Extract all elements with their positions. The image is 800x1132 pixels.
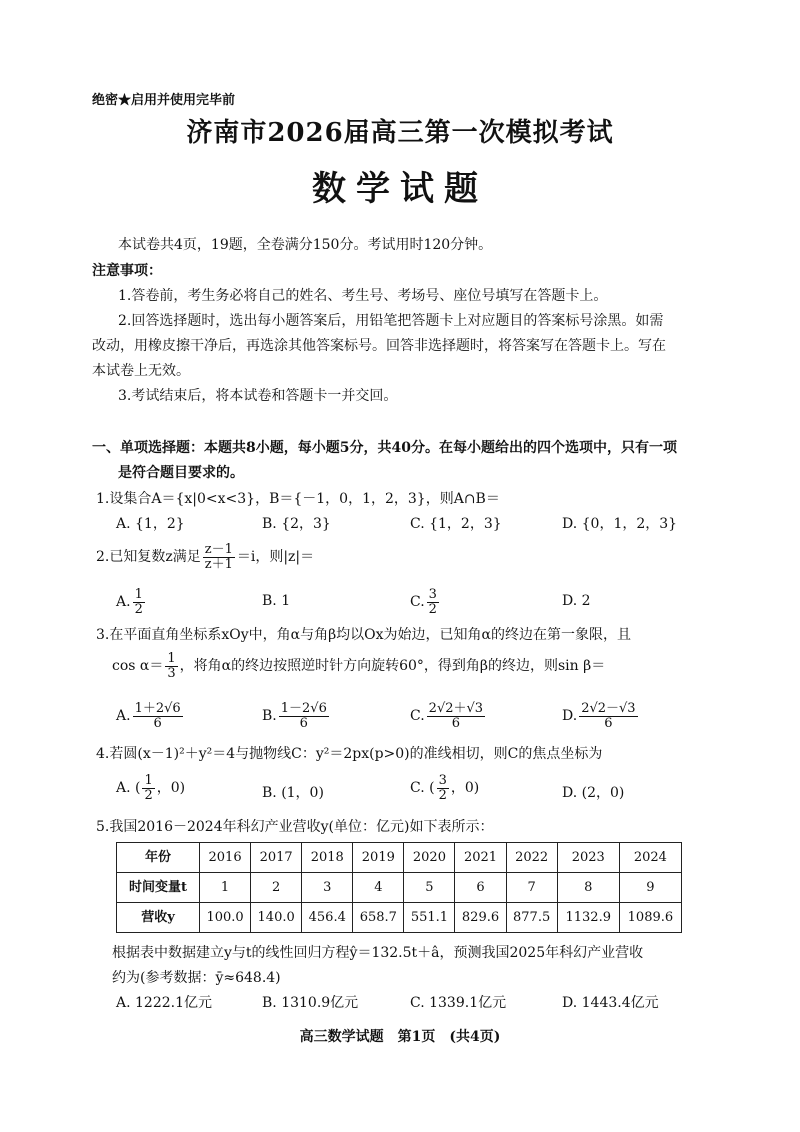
table-cell: 2021: [455, 843, 506, 873]
q4-a-tail: ，0): [156, 780, 186, 797]
q4-c-tail: ，0): [450, 780, 480, 797]
q4-c-fraction: [437, 774, 449, 802]
q2-c-fraction: [427, 588, 439, 616]
table-cell: 9: [619, 873, 681, 903]
table-cell: 1: [200, 873, 251, 903]
q3-d-fraction: [579, 702, 637, 730]
table-cell: 1089.6: [619, 903, 681, 933]
exam-subtitle: 数学试题: [312, 169, 488, 209]
q3-b-den: 6: [299, 715, 308, 731]
q5-option-b: B. 1310.9亿元: [262, 995, 359, 1011]
table-cell: 551.1: [404, 903, 455, 933]
q2-stem-post: ＝i，则|z|＝: [236, 549, 315, 566]
q3-cos-pre: cos α＝: [112, 658, 164, 675]
table-cell: 877.5: [506, 903, 557, 933]
table-cell: 2020: [404, 843, 455, 873]
q3-option-c: [410, 702, 487, 730]
q5-option-d: D. 1443.4亿元: [562, 995, 659, 1011]
q3-option-b: [262, 702, 331, 730]
q1-option-c: C. {1，2，3}: [410, 516, 502, 532]
q3-a-fraction: [133, 702, 183, 730]
q4-a-num: 1: [144, 773, 153, 788]
q2-c-num: 3: [428, 587, 437, 602]
q4-a-den: 2: [144, 787, 153, 803]
q4-a-label: A. (: [116, 780, 141, 797]
page-footer: 高三数学试题 第1页 (共4页): [299, 1029, 501, 1045]
q2-frac-den: z＋1: [204, 556, 233, 572]
secret-notice: 绝密★启用并使用完毕前: [92, 93, 236, 108]
table-cell: 3: [302, 873, 353, 903]
table-cell: 1132.9: [557, 903, 619, 933]
q4-option-d: D. (2，0): [562, 785, 625, 801]
q4-c-den: 2: [438, 787, 447, 803]
q3-b-label: B.: [262, 708, 277, 725]
exam-title: 济南市2026届高三第一次模拟考试: [186, 118, 614, 148]
q2-option-a: [116, 588, 147, 616]
q5-option-a: A. 1222.1亿元: [116, 995, 212, 1011]
q3-c-label: C.: [410, 708, 425, 725]
q3-cos-fraction: [165, 652, 177, 680]
q2-c-label: C.: [410, 594, 425, 611]
q3-c-num: 2√2＋√3: [428, 701, 484, 716]
table-cell: 2022: [506, 843, 557, 873]
note-1: 1.答卷前，考生务必将自己的姓名、考生号、考场号、座位号填写在答题卡上。: [118, 288, 608, 304]
q3-stem-line-2: [112, 652, 605, 680]
table-row-year: [117, 843, 682, 873]
intro-text: 本试卷共4页，19题，全卷满分150分。考试用时120分钟。: [118, 237, 493, 253]
q3-c-den: 6: [451, 715, 460, 731]
q3-b-num: 1－2√6: [280, 701, 327, 716]
q4-option-a: [116, 774, 185, 802]
table-cell: 2: [251, 873, 302, 903]
section-1-heading-cont: 是符合题目要求的。: [118, 465, 244, 481]
q3-b-fraction: [279, 702, 329, 730]
q3-cos-num: 1: [167, 651, 176, 666]
q3-a-label: A.: [116, 708, 131, 725]
q3-cos-den: 3: [167, 665, 176, 681]
q3-d-num: 2√2－√3: [581, 701, 636, 716]
table-cell: 658.7: [353, 903, 404, 933]
table-cell: 456.4: [302, 903, 353, 933]
q3-option-d: [562, 702, 640, 730]
q2-a-num: 1: [134, 587, 143, 602]
table-cell: 140.0: [251, 903, 302, 933]
q4-c-num: 3: [438, 773, 447, 788]
q1-option-b: B. {2，3}: [262, 516, 331, 532]
notes-heading: 注意事项：: [92, 263, 162, 279]
q1-stem: 1.设集合A＝{x|0<x<3}，B＝{－1，0，1，2，3}，则A∩B＝: [96, 491, 500, 507]
q2-a-den: 2: [134, 601, 143, 617]
revenue-table: [116, 842, 682, 933]
q1-option-a: A. {1，2}: [116, 516, 185, 532]
q3-d-label: D.: [562, 708, 578, 725]
q2-stem: [96, 543, 314, 571]
table-cell: 2019: [353, 843, 404, 873]
q3-a-den: 6: [153, 715, 162, 731]
table-cell: 829.6: [455, 903, 506, 933]
q3-cos-post: ，将角α的终边按照逆时针方向旋转60°，得到角β的终边，则sin β＝: [179, 658, 606, 675]
note-2-line-3: 本试卷上无效。: [92, 363, 190, 379]
table-cell: 100.0: [200, 903, 251, 933]
table-cell: 6: [455, 873, 506, 903]
note-2-line-2: 改动，用橡皮擦干净后，再选涂其他答案标号。回答非选择题时，将答案写在答题卡上。写在: [92, 338, 666, 354]
table-row-label: 营收y: [117, 903, 200, 933]
q4-option-c: [410, 774, 479, 802]
q3-c-fraction: [427, 702, 485, 730]
q4-option-b: B. (1，0): [262, 785, 324, 801]
table-cell: 2017: [251, 843, 302, 873]
table-cell: 7: [506, 873, 557, 903]
q3-option-a: [116, 702, 185, 730]
table-cell: 2018: [302, 843, 353, 873]
q5-option-c: C. 1339.1亿元: [410, 995, 507, 1011]
q5-stem: 5.我国2016－2024年科幻产业营收y(单位：亿元)如下表所示：: [96, 819, 494, 835]
q2-fraction: [203, 543, 235, 571]
table-row-label: 时间变量t: [117, 873, 200, 903]
q2-a-fraction: [133, 588, 145, 616]
table-row-y: [117, 903, 682, 933]
note-2-line-1: 2.回答选择题时，选出每小题答案后，用铅笔把答题卡上对应题目的答案标号涂黑。如需: [118, 313, 664, 329]
q2-c-den: 2: [428, 601, 437, 617]
q3-stem-line-1: 3.在平面直角坐标系xOy中，角α与角β均以Ox为始边，已知角α的终边在第一象限，且: [96, 627, 632, 643]
q3-a-num: 1＋2√6: [134, 701, 181, 716]
q2-frac-num: z－1: [204, 542, 233, 557]
q1-option-d: D. {0，1，2，3}: [562, 516, 678, 532]
q2-stem-pre: 2.已知复数z满足: [96, 549, 201, 566]
table-row-t: [117, 873, 682, 903]
q2-option-d: D. 2: [562, 593, 591, 609]
table-cell: 4: [353, 873, 404, 903]
table-cell: 5: [404, 873, 455, 903]
q2-option-b: B. 1: [262, 593, 291, 609]
note-3: 3.考试结束后，将本试卷和答题卡一并交回。: [118, 388, 398, 404]
q4-stem: 4.若圆(x－1)²＋y²＝4与抛物线C：y²＝2px(p>0)的准线相切，则C的焦点坐标为: [96, 746, 603, 762]
q5-after-line-2: 约为(参考数据：ȳ≈648.4): [112, 970, 281, 986]
table-row-label: 年份: [117, 843, 200, 873]
q2-a-label: A.: [116, 594, 131, 611]
q3-d-den: 6: [604, 715, 613, 731]
q2-option-c: [410, 588, 441, 616]
table-cell: 2023: [557, 843, 619, 873]
table-cell: 2024: [619, 843, 681, 873]
q4-a-fraction: [142, 774, 154, 802]
q4-c-label: C. (: [410, 780, 435, 797]
table-cell: 8: [557, 873, 619, 903]
section-1-heading: 一、单项选择题：本题共8小题，每小题5分，共40分。在每小题给出的四个选项中，只有一项: [92, 440, 677, 456]
table-cell: 2016: [200, 843, 251, 873]
q5-after-line-1: 根据表中数据建立y与t的线性回归方程ŷ＝132.5t＋â，预测我国2025年科幻产业营收: [112, 945, 644, 961]
